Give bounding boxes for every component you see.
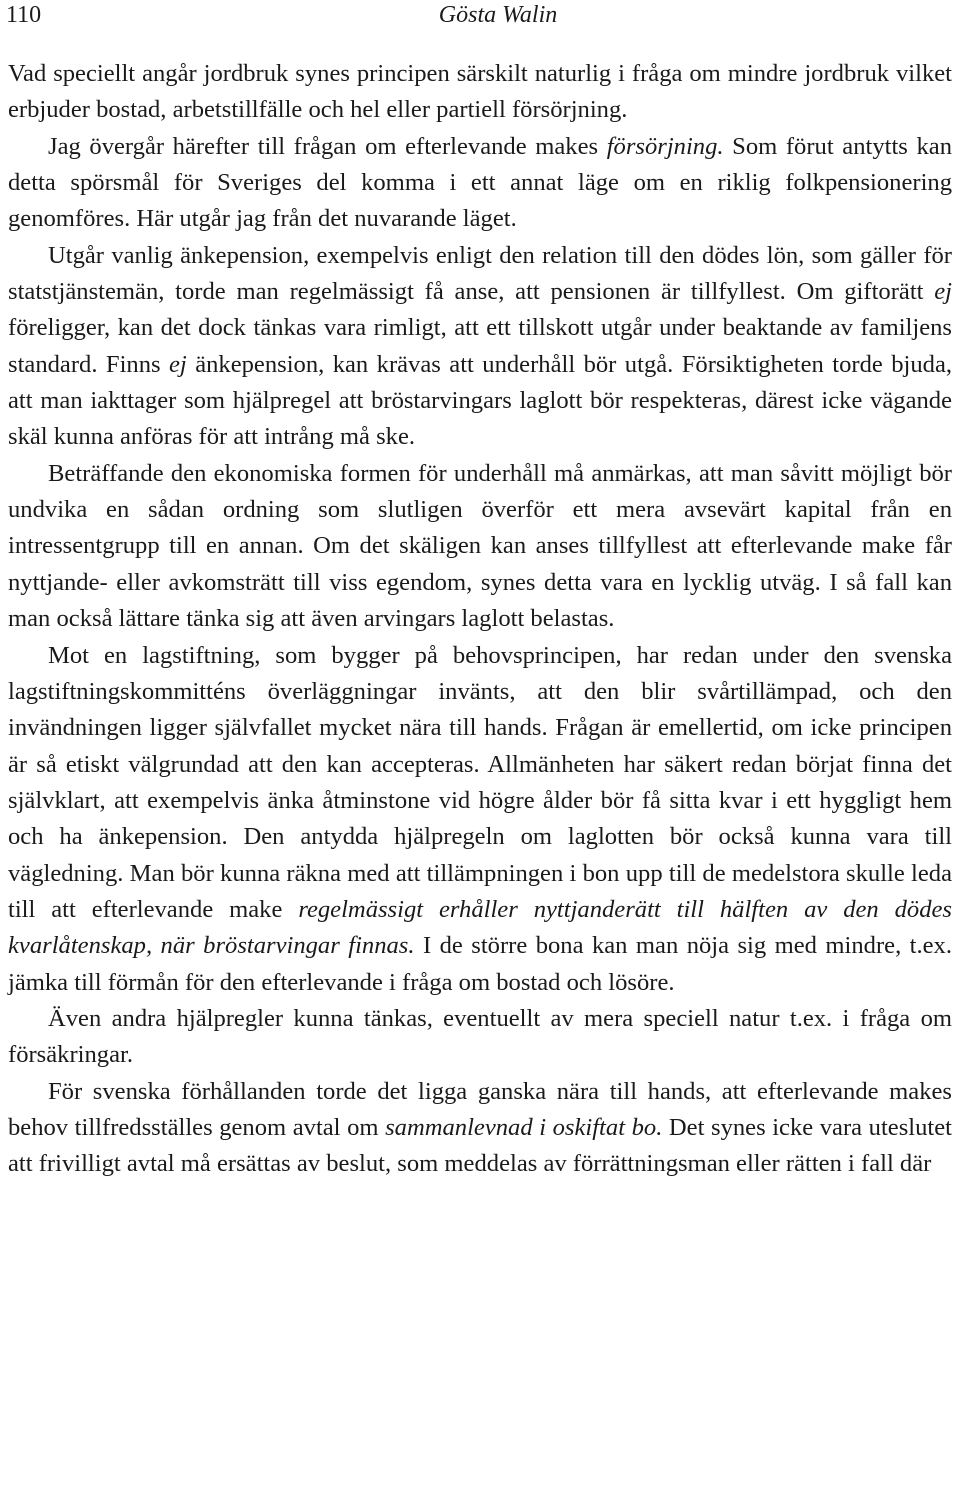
text-run: Utgår vanlig änkepension, exempelvis enligt den relation till den dödes lön, som gäller för statstjänstemän, torde man regelmässigt få anse, att pensionen är tillfyllest. Om giftorätt [8, 241, 952, 306]
emphasis-text: regelmässigt erhåller nyttjanderätt till hälften av den dödes kvarlåtenskap, när bröstarvingar finnas. [8, 895, 952, 960]
emphasis-text: sammanlevnad i oskiftat bo. [385, 1113, 663, 1141]
paragraph [8, 456, 952, 638]
text-run: Beträffande den ekonomiska formen för underhåll må anmärkas, att man såvitt möjligt bör undvika en sådan ordning som slutligen överför ett mera avsevärt kapital från en intressentgrupp till en annan. Om det skäligen kan anses tillfyllest att efterlevande make får nyttjande- eller avkomsträtt till viss egendom, synes detta vara en lycklig utväg. I så fall kan man också lättare tänka sig att även arvingars laglott belastas. [8, 459, 952, 633]
paragraph [8, 238, 952, 456]
emphasis-text: ej [934, 278, 952, 306]
body-text [8, 56, 952, 1183]
paragraph [8, 1074, 952, 1183]
running-head-author: Gösta Walin [438, 2, 558, 28]
page-header [6, 0, 954, 34]
emphasis-text: ej [169, 350, 187, 378]
paragraph [8, 638, 952, 1001]
emphasis-text: försörjning. [606, 132, 724, 160]
text-run: Mot en lagstiftning, som bygger på behovsprincipen, har redan under den svenska lagstiftningskommitténs överläggningar invänts, att den blir svårtillämpad, och den invändningen ligger självfallet mycket nära till hands. Frågan är emellertid, om icke principen är så etiskt välgrundad att den kan accepteras. Allmänheten har säkert redan börjat finna det självklart, att exempelvis änka åtminstone vid högre ålder bör få sitta kvar i ett hyggligt hem och ha änkepension. Den antydda hjälpregeln om laglotten bör också kunna vara till vägledning. Man bör kunna räkna med att tillämpningen i bon upp till de medelstora skulle leda till att efterlevande make [8, 641, 952, 923]
text-run: Även andra hjälpregler kunna tänkas, eventuellt av mera speciell natur t.ex. i fråga om försäkringar. [8, 1004, 952, 1069]
text-run: föreligger, kan det dock tänkas vara rimligt, att ett tillskott utgår under beaktande av familjens standard. Finns [8, 314, 952, 378]
text-run: Som förut antytts kan detta spörsmål för Sveriges del komma i ett annat läge om en riklig folkpensionering genomföres. Här utgår jag från det nuvarande läget. [8, 132, 952, 233]
paragraph [8, 129, 952, 238]
page-number: 110 [6, 2, 42, 28]
text-run: Det synes icke vara uteslutet att frivilligt avtal må ersättas av beslut, som meddelas av förrättningsman eller rätten i fall där [8, 1113, 952, 1178]
text-run: änkepension, kan krävas att underhåll bör utgå. Försiktigheten torde bjuda, att man iakttager som hjälpregel att bröstarvingars laglott bör respekteras, därest icke vägande skäl kunna anföras för att intrång må ske. [8, 350, 953, 451]
text-run: I de större bona kan man nöja sig med mindre, t.ex. jämka till förmån för den efterlevande i fråga om bostad och lösöre. [8, 932, 953, 996]
text-run: För svenska förhållanden torde det ligga ganska nära till hands, att efterlevande makes behov tillfredsställes genom avtal om [8, 1077, 952, 1141]
paragraph [8, 1001, 952, 1074]
paragraph [8, 56, 952, 129]
text-run: Vad speciellt angår jordbruk synes principen särskilt naturlig i fråga om mindre jordbruk vilket erbjuder bostad, arbetstillfälle och hel eller partiell försörjning. [8, 60, 952, 124]
text-run: Jag övergår härefter till frågan om efterlevande makes [48, 132, 607, 160]
